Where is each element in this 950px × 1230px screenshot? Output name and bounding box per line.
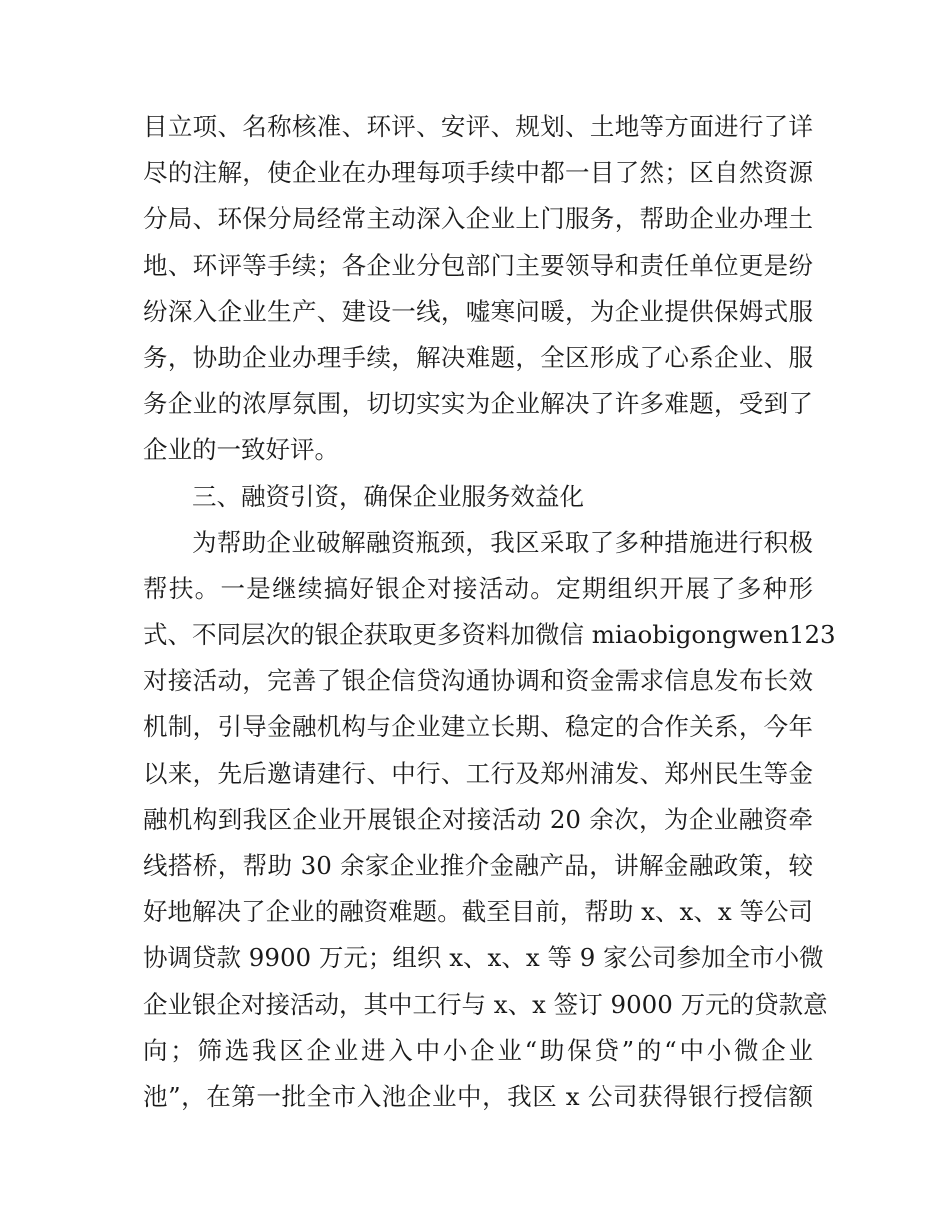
text-line: 线搭桥，帮助 30 余家企业推介金融产品，讲解金融政策，较 (143, 851, 813, 880)
paragraph-2 (143, 520, 836, 1120)
text-line: 协调贷款 9900 万元；组织 x、x、x 等 9 家公司参加全市小微 (143, 943, 824, 973)
document-body (143, 104, 836, 1120)
text-line: 池”，在第一批全市入池企业中，我区 x 公司获得银行授信额 (143, 1081, 813, 1111)
text-line: 机制，引导金融机构与企业建立长期、稳定的合作关系，今年 (143, 712, 813, 742)
text-line: 目立项、名称核准、环评、安评、规划、土地等方面进行了详 (143, 112, 813, 141)
text-line: 务，协助企业办理手续，解决难题，全区形成了心系企业、服 (143, 342, 813, 372)
text-line: 分局、环保分局经常主动深入企业上门服务，帮助企业办理土 (143, 204, 813, 234)
text-line: 帮扶。一是继续搞好银企对接活动。定期组织开展了多种形 (143, 573, 813, 603)
text-line: 地、环评等手续；各企业分包部门主要领导和责任单位更是纷 (143, 250, 813, 280)
text-line: 式、不同层次的银企获取更多资料加微信 miaobigongwen123 (143, 620, 836, 650)
text-line: 对接活动，完善了银企信贷沟通协调和资金需求信息发布长效 (143, 666, 813, 696)
text-line: 尽的注解，使企业在办理每项手续中都一目了然；区自然资源 (143, 158, 813, 188)
text-line: 企业的一致好评。 (143, 435, 339, 465)
text-line: 融机构到我区企业开展银企对接活动 20 余次，为企业融资牵 (143, 804, 813, 834)
text-line: 以来，先后邀请建行、中行、工行及郑州浦发、郑州民生等金 (143, 758, 813, 788)
text-line: 纷深入企业生产、建设一线，嘘寒问暖，为企业提供保姆式服 (143, 296, 813, 326)
paragraph-1 (143, 104, 813, 474)
section-heading: 三、融资引资，确保企业服务效益化 (192, 481, 584, 511)
text-line: 务企业的浓厚氛围，切切实实为企业解决了许多难题，受到了 (143, 389, 813, 419)
text-line: 好地解决了企业的融资难题。截至目前，帮助 x、x、x 等公司 (143, 897, 813, 927)
text-line: 企业银企对接活动，其中工行与 x、x 签订 9000 万元的贷款意 (143, 989, 828, 1019)
text-line: 向；筛选我区企业进入中小企业“助保贷”的“中小微企业 (143, 1035, 813, 1065)
text-line: 为帮助企业破解融资瓶颈，我区采取了多种措施进行积极 (192, 527, 813, 557)
